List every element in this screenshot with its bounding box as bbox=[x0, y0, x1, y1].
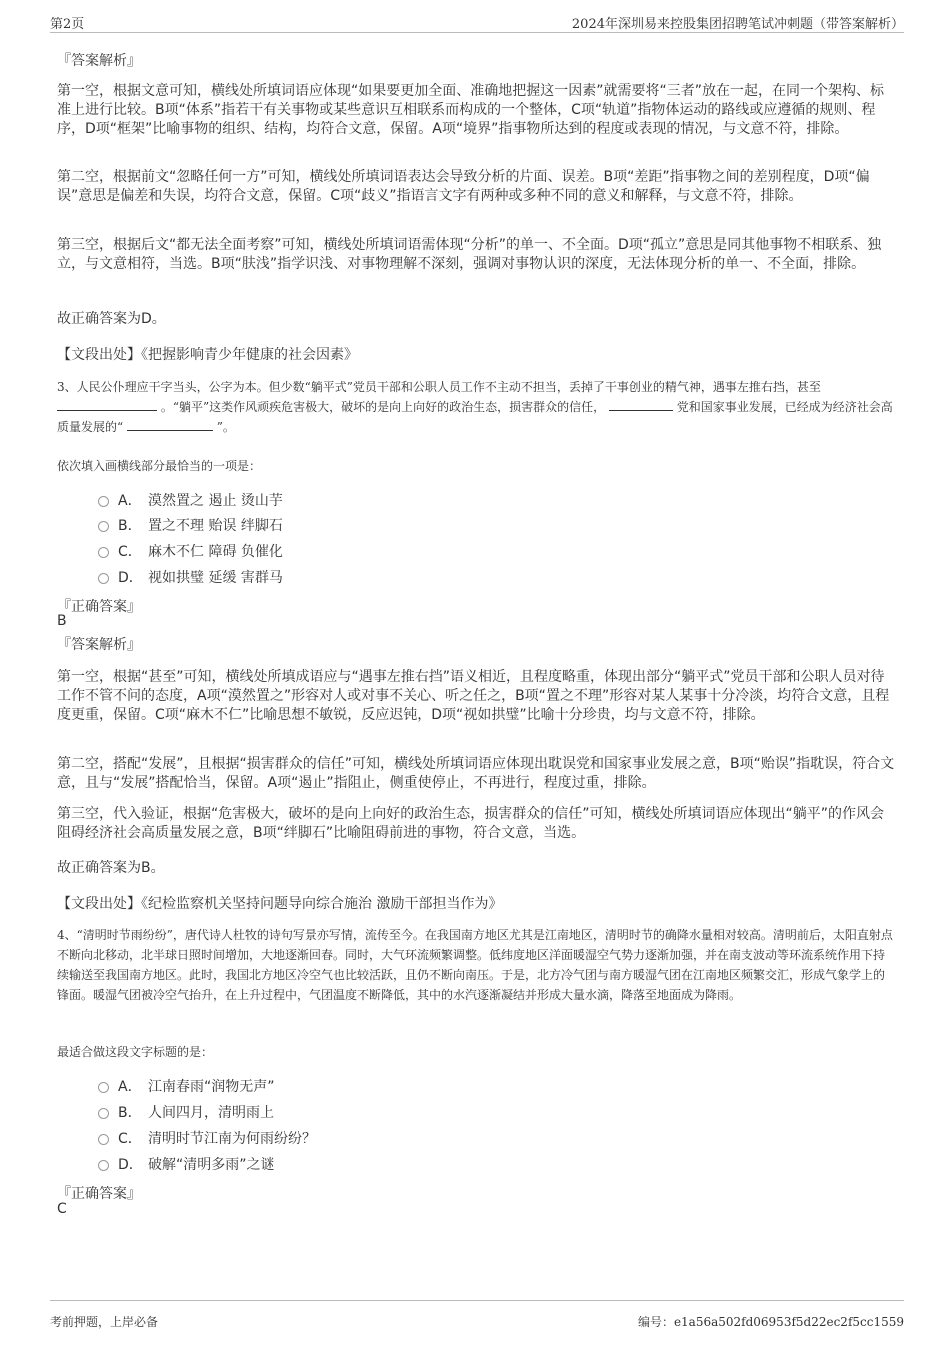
q2-analysis-paragraph-3: 第三空，根据后文“都无法全面考察”可知，横线处所填词语需体现“分析”的单一、不全面。D项“孤立”意思是同其他事物不相联系、独立，与文意相符，当选。B项“肤浅”指学识浅、对事物理解不深刻，强调对事物认识的深度，无法体现分析的单一、不全面，排除。 bbox=[57, 237, 882, 272]
radio-icon[interactable] bbox=[98, 1160, 109, 1171]
q3-stem-part-3: 党和国家事业发展，已经成为经济社会高质量发展的“ bbox=[57, 400, 893, 434]
q4-option-a[interactable]: A． 江南春雨“润物无声” bbox=[98, 1076, 275, 1096]
q3-blank-1 bbox=[57, 397, 157, 411]
q4-option-c[interactable]: C． 清明时节江南为何雨纷纷？ bbox=[98, 1128, 316, 1148]
q2-source: 【文段出处】《把握影响青少年健康的社会因素》 bbox=[57, 347, 358, 363]
page-number: 第2页 bbox=[50, 17, 85, 32]
q3-correct-label: 『正确答案』 bbox=[57, 599, 141, 615]
q3-blank-3 bbox=[127, 417, 213, 431]
q4-stem: 4、“清明时节雨纷纷”，唐代诗人杜牧的诗句写景亦写情，流传至今。在我国南方地区尤其是江南地区，清明时节的确降水量相对较高。清明前后，太阳直射点不断向北移动，北半球日照时间增加，大地逐渐回春。同时，大气环流频繁调整。低纬度地区洋面暖湿空气势力逐渐加强，并在南支波动等环流系统作用下持续输送至我国南方地区。此时，我国北方地区冷空气也比较活跃，且仍不断向南压。于是，北方冷气团与南方暖湿气团在江南地区频繁交汇，形成气象学上的锋面。暖湿气团被冷空气抬升，在上升过程中，气团温度不断降低，其中的水汽逐渐凝结并形成大量水滴，降落至地面成为降雨。 bbox=[57, 928, 893, 1002]
q4-lead: 最适合做这段文字标题的是： bbox=[57, 1045, 214, 1059]
q3-source: 【文段出处】《纪检监察机关坚持问题导向综合施治 激励干部担当作为》 bbox=[57, 896, 503, 912]
q2-analysis-label: 『答案解析』 bbox=[57, 53, 141, 69]
q2-conclusion: 故正确答案为D。 bbox=[57, 311, 166, 327]
q3-analysis-label: 『答案解析』 bbox=[57, 637, 141, 653]
q4-correct-answer: C bbox=[57, 1201, 67, 1217]
q3-option-a[interactable]: A． 漠然置之 遏止 烫山芋 bbox=[98, 490, 283, 510]
q3-option-c[interactable]: C． 麻木不仁 障碍 负催化 bbox=[98, 541, 283, 561]
q4-correct-label: 『正确答案』 bbox=[57, 1186, 141, 1202]
q3-option-d[interactable]: D． 视如拱璧 延缓 害群马 bbox=[98, 567, 283, 587]
q3-analysis-paragraph-2: 第二空，搭配“发展”，且根据“损害群众的信任”可知，横线处所填词语应体现出耽误党和国家事业发展之意，B项“贻误”指耽误，符合文意，且与“发展”搭配恰当，保留。A项“遏止”指阻止，侧重使停止，不再进行，程度过重，排除。 bbox=[57, 756, 895, 791]
radio-icon[interactable] bbox=[98, 573, 109, 584]
q2-analysis-paragraph-1: 第一空，根据文意可知，横线处所填词语应体现“如果要更加全面、准确地把握这一因素”就需要将“三者”放在一起，在同一个架构、标准上进行比较。B项“体系”指若干有关事物或某些意识互相联系而构成的一个整体，C项“轨道”指物体运动的路线或应遵循的规则、程序，D项“框架”比喻事物的组织、结构，均符合文意，保留。A项“境界”指事物所达到的程度或表现的情况，与文意不符，排除。 bbox=[57, 83, 885, 137]
radio-icon[interactable] bbox=[98, 521, 109, 532]
page-header bbox=[50, 0, 904, 33]
radio-icon[interactable] bbox=[98, 1134, 109, 1145]
q3-stem-part-1: 3、人民公仆理应干字当头，公字为本。但少数“躺平式”党员干部和公职人员工作不主动不担当，丢掉了干事创业的精气神，遇事左推右挡，甚至 bbox=[57, 380, 821, 394]
radio-icon[interactable] bbox=[98, 1108, 109, 1119]
q4-option-b[interactable]: B． 人间四月，清明雨上 bbox=[98, 1102, 274, 1122]
document-id: 编号：e1a56a502fd06953f5d22ec2f5cc1559 bbox=[637, 1315, 904, 1329]
q3-blank-2 bbox=[609, 397, 673, 411]
radio-icon[interactable] bbox=[98, 496, 109, 507]
q3-stem-part-4: ”。 bbox=[216, 420, 235, 434]
radio-icon[interactable] bbox=[98, 1082, 109, 1093]
page-footer bbox=[50, 1300, 904, 1329]
radio-icon[interactable] bbox=[98, 547, 109, 558]
q3-analysis-paragraph-1: 第一空，根据“甚至”可知，横线处所填成语应与“遇事左推右挡”语义相近，且程度略重，体现出部分“躺平式”党员干部和公职人员对待工作不管不问的态度，A项“漠然置之”形容对人或对事不关心、听之任之，B项“置之不理”形容对某人某事十分冷淡，均符合文意，且程度更重，保留。C项“麻木不仁”比喻思想不敏锐，反应迟钝，D项“视如拱璧”比喻十分珍贵，均与文意不符，排除。 bbox=[57, 669, 890, 723]
q3-lead: 依次填入画横线部分最恰当的一项是： bbox=[57, 459, 262, 473]
q3-option-b[interactable]: B． 置之不理 贻误 绊脚石 bbox=[98, 515, 283, 535]
q3-stem bbox=[57, 377, 895, 437]
q3-correct-answer: B bbox=[57, 613, 67, 629]
document-title: 2024年深圳易来控股集团招聘笔试冲刺题（带答案解析） bbox=[571, 17, 904, 32]
q3-stem-part-2: 。“躺平”这类作风顽疾危害极大，破坏的是向上向好的政治生态，损害群众的信任， bbox=[160, 400, 606, 414]
footer-slogan: 考前押题，上岸必备 bbox=[50, 1315, 159, 1329]
q3-analysis-paragraph-3: 第三空，代入验证，根据“危害极大，破坏的是向上向好的政治生态，损害群众的信任”可知，横线处所填词语应体现出“躺平”的作风会阻碍经济社会高质量发展之意，B项“绊脚石”比喻阻碍前进的事物，符合文意，当选。 bbox=[57, 806, 885, 841]
q3-conclusion: 故正确答案为B。 bbox=[57, 860, 165, 876]
q2-analysis-paragraph-2: 第二空，根据前文“忽略任何一方”可知，横线处所填词语表达会导致分析的片面、误差。B项“差距”指事物之间的差别程度，D项“偏误”意思是偏差和失误，均符合文意，保留。C项“歧义”指语言文字有两种或多种不同的意义和解释，与文意不符，排除。 bbox=[57, 169, 870, 204]
q4-option-d[interactable]: D． 破解“清明多雨”之谜 bbox=[98, 1154, 275, 1174]
